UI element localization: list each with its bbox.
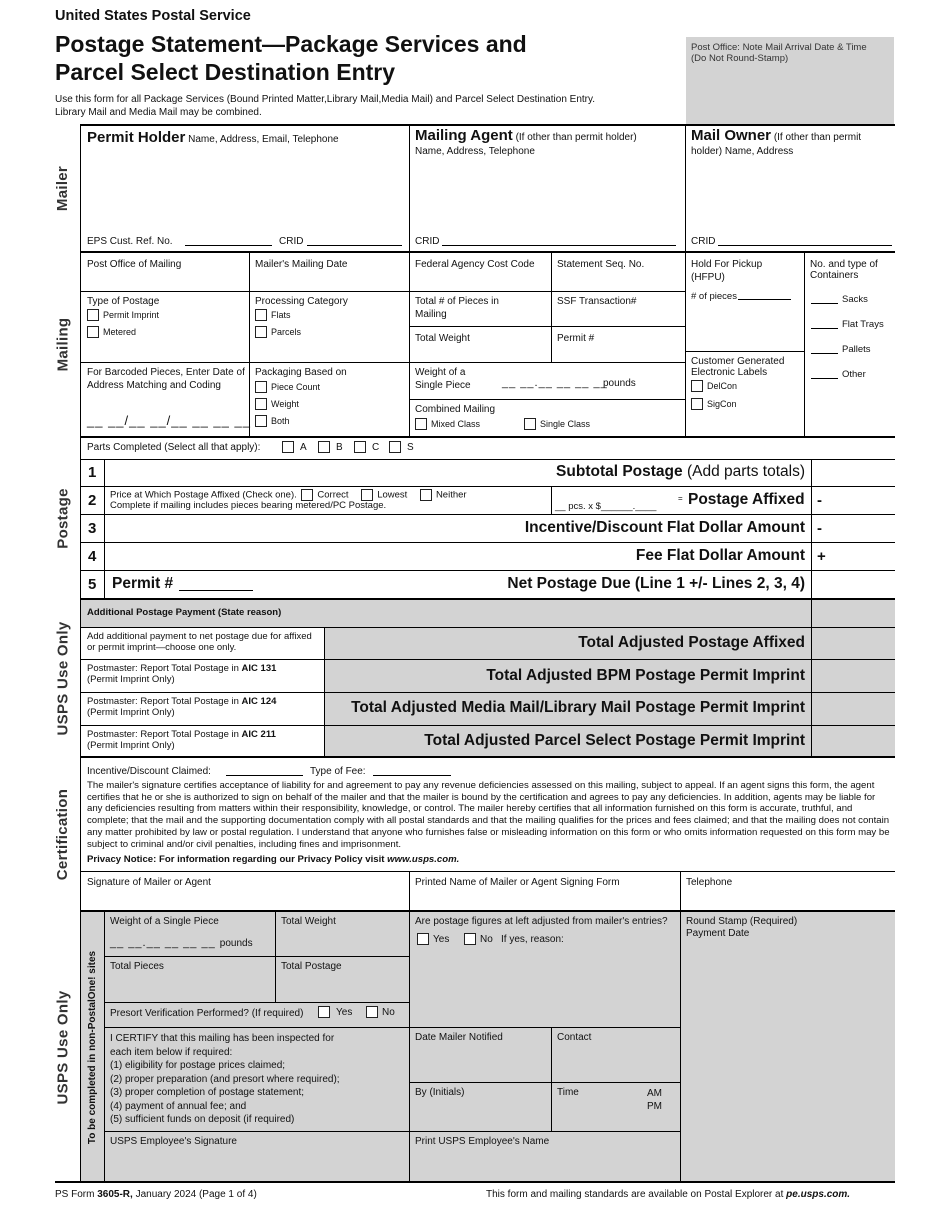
signature-field[interactable]: Signature of Mailer or Agent bbox=[87, 877, 211, 888]
total-adjusted-affixed-label: Total Adjusted Postage Affixed bbox=[578, 634, 805, 651]
line-2-number: 2 bbox=[88, 492, 97, 509]
single-weight-label: Weight of a Single Piece bbox=[415, 367, 471, 391]
usps-single-weight-input[interactable]: __ __.__ __ __ __ pounds bbox=[110, 937, 253, 949]
by-initials-label: By (Initials) bbox=[415, 1087, 465, 1098]
line-1-number: 1 bbox=[88, 464, 97, 481]
hfpu-pieces-label: # of pieces bbox=[691, 291, 737, 302]
sigcon-checkbox[interactable]: SigCon bbox=[691, 398, 737, 410]
intro-text: Use this form for all Package Services (Bound Printed Matter,Library Mail,Media Mail) and Parcel Select Destination Entry. Library Mail and Media Mail may be combined. bbox=[55, 94, 596, 118]
round-stamp-area[interactable]: Round Stamp (Required) Payment Date bbox=[686, 916, 798, 939]
aic124-note: Postmaster: Report Total Postage in AIC 124 (Permit Imprint Only) bbox=[87, 696, 277, 719]
type-postage-label: Type of Postage bbox=[87, 296, 160, 307]
crid-label: CRID bbox=[279, 236, 304, 247]
usps-total-postage-label: Total Postage bbox=[281, 961, 342, 972]
metered-checkbox[interactable]: Metered bbox=[87, 326, 136, 338]
plus-sign: + bbox=[817, 548, 826, 565]
ssf-label: SSF Transaction# bbox=[557, 296, 637, 307]
neither-checkbox[interactable] bbox=[420, 489, 432, 501]
parcels-checkbox[interactable]: Parcels bbox=[255, 326, 301, 338]
aic131-note: Postmaster: Report Total Postage in AIC 131 (Permit Imprint Only) bbox=[87, 663, 277, 686]
pallets-input[interactable] bbox=[811, 353, 838, 354]
total-adjusted-bpm-label: Total Adjusted BPM Postage Permit Imprint bbox=[486, 667, 805, 684]
usps-total-weight-label: Total Weight bbox=[281, 916, 336, 927]
permit-number-5-input[interactable] bbox=[179, 590, 253, 591]
metered-note: Complete if mailing includes pieces bearing metered/PC Postage. bbox=[110, 500, 387, 511]
fed-agency-label: Federal Agency Cost Code bbox=[415, 259, 535, 270]
total-weight-label: Total Weight bbox=[415, 333, 470, 344]
adjusted-reason-label: If yes, reason: bbox=[501, 934, 564, 945]
mixed-class-checkbox[interactable]: Mixed Class bbox=[415, 418, 480, 430]
title-line-1: Postage Statement—Package Services and bbox=[55, 31, 527, 57]
total-pieces-label: Total # of Pieces in Mailing bbox=[415, 296, 499, 320]
line-3-number: 3 bbox=[88, 520, 97, 537]
barcode-date-input[interactable]: __ __/__ __/__ __ __ __ bbox=[87, 413, 251, 428]
fee-type-label: Type of Fee: bbox=[310, 766, 366, 777]
price-affixed-block: Price at Which Postage Affixed (Check one). Correct Lowest Neither bbox=[110, 489, 467, 501]
adjusted-yes-checkbox[interactable]: Yes bbox=[417, 933, 449, 945]
total-adjusted-parcel-label: Total Adjusted Parcel Select Postage Permit Imprint bbox=[424, 732, 805, 749]
presort-label: Presort Verification Performed? (If required) bbox=[110, 1008, 304, 1019]
fee-type-input[interactable] bbox=[373, 775, 451, 776]
part-s-checkbox[interactable]: S bbox=[389, 441, 414, 453]
permit-imprint-checkbox[interactable]: Permit Imprint bbox=[87, 309, 159, 321]
flat-trays-label: Flat Trays bbox=[842, 319, 884, 330]
presort-no-checkbox[interactable]: No bbox=[366, 1006, 395, 1018]
mail-owner-field[interactable]: Mail Owner (If other than permit holder) Name, Address bbox=[691, 127, 862, 157]
total-adjusted-media-label: Total Adjusted Media Mail/Library Mail Postage Permit Imprint bbox=[351, 699, 805, 716]
line-4-number: 4 bbox=[88, 548, 97, 565]
single-class-checkbox[interactable]: Single Class bbox=[524, 418, 590, 430]
adjusted-question: Are postage figures at left adjusted from mailer's entries? bbox=[415, 916, 668, 927]
pounds-label: pounds bbox=[603, 378, 636, 389]
incentive-flat-label: Incentive/Discount Flat Dollar Amount bbox=[524, 519, 805, 536]
delcon-checkbox[interactable]: DelCon bbox=[691, 380, 737, 392]
form-title bbox=[55, 30, 527, 86]
flats-checkbox[interactable]: Flats bbox=[255, 309, 291, 321]
hfpu-label: Hold For Pickup (HFPU) bbox=[691, 259, 763, 283]
piece-count-checkbox[interactable]: Piece Count bbox=[255, 381, 320, 393]
certify-list: I CERTIFY that this mailing has been inspected for each item below if required: (1) eligibility for postage prices claimed; (2) proper preparation (and presort where required); (3) proper completion of postage statement; (4) payment of annual fee; and (5) sufficient funds on deposit (if required) bbox=[110, 1033, 340, 1125]
both-checkbox[interactable]: Both bbox=[255, 415, 290, 427]
section-certification: Certification bbox=[54, 788, 72, 881]
post-office-label: Post Office of Mailing bbox=[87, 259, 182, 270]
owner-crid-label: CRID bbox=[691, 236, 716, 247]
equals-sign: = bbox=[678, 494, 683, 503]
barcode-date-label: For Barcoded Pieces, Enter Date of Address Matching and Coding bbox=[87, 367, 245, 391]
non-postalone-label: To be completed in non-PostalOne! sites bbox=[87, 950, 99, 1144]
arrival-note: Post Office: Note Mail Arrival Date & Time (Do Not Round-Stamp) bbox=[691, 42, 867, 65]
add-payment-note: Add additional payment to net postage due for affixed or permit imprint—choose one only. bbox=[87, 631, 312, 654]
telephone-field[interactable]: Telephone bbox=[686, 877, 733, 888]
sacks-input[interactable] bbox=[811, 303, 838, 304]
postal-explorer-link[interactable]: pe.usps.com. bbox=[786, 1189, 851, 1200]
net-postage-label: Net Postage Due (Line 1 +/- Lines 2, 3, 4) bbox=[507, 575, 805, 592]
section-usps-only: USPS Use Only bbox=[54, 621, 72, 735]
pcs-input[interactable]: __ pcs. x $______.____ bbox=[555, 501, 657, 512]
hfpu-pieces-input[interactable] bbox=[738, 299, 791, 300]
section-mailing: Mailing bbox=[54, 317, 72, 372]
date-notified-label: Date Mailer Notified bbox=[415, 1032, 503, 1043]
mailing-agent-field[interactable]: Mailing Agent (If other than permit holder) Name, Address, Telephone bbox=[415, 127, 637, 157]
agent-crid-label: CRID bbox=[415, 236, 440, 247]
other-label: Other bbox=[842, 369, 866, 380]
incentive-claimed-label: Incentive/Discount Claimed: bbox=[87, 766, 211, 777]
statement-seq-label: Statement Seq. No. bbox=[557, 259, 645, 270]
adjusted-no-checkbox[interactable]: No bbox=[464, 933, 493, 945]
subtotal-postage-label: Subtotal Postage (Add parts totals) bbox=[556, 463, 805, 480]
presort-yes-checkbox[interactable]: Yes bbox=[318, 1006, 352, 1018]
additional-payment-label: Additional Postage Payment (State reason) bbox=[87, 607, 282, 618]
combined-mailing-label: Combined Mailing bbox=[415, 404, 496, 415]
parts-completed-label: Parts Completed (Select all that apply): bbox=[87, 442, 261, 453]
section-postage: Postage bbox=[54, 487, 72, 549]
part-b-checkbox[interactable]: B bbox=[318, 441, 343, 453]
pallets-label: Pallets bbox=[842, 344, 871, 355]
printed-name-field[interactable]: Printed Name of Mailer or Agent Signing Form bbox=[415, 877, 620, 888]
permit-number-5-label: Permit # bbox=[112, 575, 174, 592]
certification-text: The mailer's signature certifies acceptance of liability for and agreement to pay any revenue deficiencies assessed on this mailing, subject to appeal. If an agent signs this form, the agent certifies that he or she is authorized to sign on behalf of the mailer and that the mailer is bound by the certification and agrees to pay any deficiencies. In addition, agents may be liable for any deficiencies resulting from matters within their responsibility, knowledge, or control. The mailer hereby certifies that all information furnished on this form is accurate, truthful, and complete; that the mail and the supporting documentation comply with all postal standards and that the mailing qualifies for the prices and fees claimed; and that the mailing does not contain any matter prohibited by law or postal regulation. I understand that anyone who furnishes false or misleading information on this form or who omits information requested on this form may be subject to criminal and/or civil penalties, including fines and imprisonment. bbox=[87, 780, 890, 850]
sacks-label: Sacks bbox=[842, 294, 868, 305]
weight-checkbox[interactable]: Weight bbox=[255, 398, 299, 410]
eps-input[interactable] bbox=[185, 245, 272, 246]
minus-sign-1: - bbox=[817, 492, 822, 509]
minus-sign-2: - bbox=[817, 520, 822, 537]
line-5-number: 5 bbox=[88, 576, 97, 593]
section-mailer: Mailer bbox=[54, 165, 72, 212]
permit-number-label: Permit # bbox=[557, 333, 595, 344]
crid-input[interactable] bbox=[307, 245, 402, 246]
other-input[interactable] bbox=[811, 378, 838, 379]
incentive-claimed-input[interactable] bbox=[226, 775, 303, 776]
agency-name: United States Postal Service bbox=[55, 8, 251, 24]
time-label: Time bbox=[557, 1087, 579, 1098]
usps-single-weight-label: Weight of a Single Piece bbox=[110, 916, 219, 927]
fee-flat-label: Fee Flat Dollar Amount bbox=[635, 547, 805, 564]
packaging-label: Packaging Based on bbox=[255, 367, 347, 378]
flat-trays-input[interactable] bbox=[811, 328, 838, 329]
aic211-note: Postmaster: Report Total Postage in AIC 211 (Permit Imprint Only) bbox=[87, 729, 276, 752]
section-usps-only-2: USPS Use Only bbox=[54, 990, 72, 1104]
subtotal-postage-input[interactable] bbox=[812, 460, 894, 486]
form-number: PS Form 3605-R, January 2024 (Page 1 of 4) bbox=[55, 1189, 257, 1200]
privacy-notice: Privacy Notice: For information regarding our Privacy Policy visit www.usps.com. bbox=[87, 854, 460, 865]
part-c-checkbox[interactable]: C bbox=[354, 441, 379, 453]
processing-category-label: Processing Category bbox=[255, 296, 348, 307]
usps-total-pieces-label: Total Pieces bbox=[110, 961, 164, 972]
electronic-labels-label: Customer Generated Electronic Labels bbox=[691, 356, 785, 378]
owner-crid-input[interactable] bbox=[718, 245, 892, 246]
eps-label: EPS Cust. Ref. No. bbox=[87, 236, 173, 247]
employee-signature-field[interactable]: USPS Employee's Signature bbox=[110, 1136, 237, 1147]
am-pm[interactable]: AM PM bbox=[647, 1088, 662, 1112]
part-a-checkbox[interactable]: A bbox=[282, 441, 307, 453]
agent-crid-input[interactable] bbox=[442, 245, 676, 246]
contact-label: Contact bbox=[557, 1032, 592, 1043]
permit-holder-field[interactable]: Permit Holder Name, Address, Email, Telephone bbox=[87, 129, 339, 146]
mailing-date-label: Mailer's Mailing Date bbox=[255, 259, 348, 270]
employee-name-field[interactable]: Print USPS Employee's Name bbox=[415, 1136, 550, 1147]
postage-affixed-label: Postage Affixed bbox=[688, 491, 805, 508]
title-line-2: Parcel Select Destination Entry bbox=[55, 59, 396, 85]
containers-label: No. and type of Containers bbox=[810, 259, 878, 281]
footer-link-text: This form and mailing standards are available on Postal Explorer at pe.usps.com. bbox=[486, 1189, 851, 1200]
single-weight-input[interactable]: __ __.__ __ __ __ bbox=[502, 377, 608, 389]
